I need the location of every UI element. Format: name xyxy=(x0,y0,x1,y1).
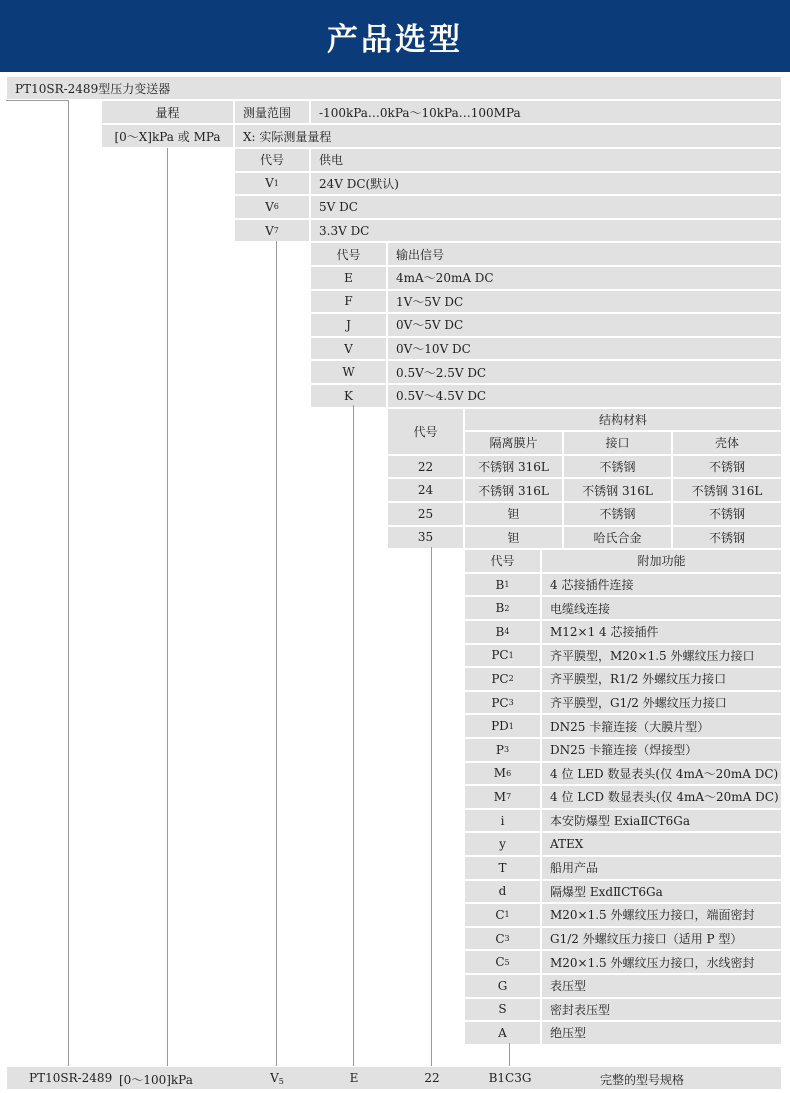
code-subscript: 1 xyxy=(273,178,279,188)
output-desc: 0.5V～2.5V DC xyxy=(387,360,782,384)
code-letter: i xyxy=(500,813,505,828)
power-desc: 5V DC xyxy=(310,195,782,219)
material-cell: 不锈钢 xyxy=(563,502,672,526)
code-letter: B xyxy=(495,577,505,592)
material-cell: 钽 xyxy=(464,526,563,550)
addon-desc: DN25 卡箍连接（焊接型） xyxy=(541,738,782,762)
example-power-code: V xyxy=(270,1071,279,1085)
addon-title: 附加功能 xyxy=(541,549,782,573)
connector-line-range xyxy=(167,148,168,1066)
code-letter: T xyxy=(498,860,507,875)
code-letter: V xyxy=(265,223,274,238)
code-subscript: 6 xyxy=(506,768,512,778)
addon-code xyxy=(464,903,541,927)
code-subscript: 1 xyxy=(508,650,514,660)
code-subscript: 7 xyxy=(506,792,512,802)
code-letter: C xyxy=(495,931,505,946)
code-letter: M xyxy=(493,766,507,781)
code-subscript: 2 xyxy=(504,603,510,613)
addon-code xyxy=(464,880,541,904)
example-power-subscript: 5 xyxy=(278,1077,284,1086)
addon-code xyxy=(464,596,541,620)
addon-desc: ATEX xyxy=(541,832,782,856)
addon-desc: 齐平膜型，M20×1.5 外螺纹压力接口 xyxy=(541,644,782,668)
material-code-header: 代号 xyxy=(387,408,464,455)
output-code: K xyxy=(310,384,387,408)
addon-code xyxy=(464,832,541,856)
material-column-header: 壳体 xyxy=(672,431,782,455)
material-cell: 不锈钢 xyxy=(563,455,672,479)
material-code: 24 xyxy=(387,478,464,502)
code-letter: A xyxy=(498,1025,507,1040)
addon-code xyxy=(464,667,541,691)
addon-desc: M12×1 4 芯接插件 xyxy=(541,620,782,644)
power-code-header: 代号 xyxy=(234,148,310,172)
material-column-header: 隔离膜片 xyxy=(464,431,563,455)
power-desc: 24V DC(默认) xyxy=(310,172,782,196)
code-subscript: 3 xyxy=(504,934,510,944)
code-subscript: 1 xyxy=(504,580,510,590)
addon-desc: 齐平膜型，R1/2 外螺纹压力接口 xyxy=(541,667,782,691)
material-cell: 哈氏合金 xyxy=(563,526,672,550)
code-letter: G xyxy=(497,978,508,993)
material-cell: 不锈钢 316L xyxy=(464,455,563,479)
example-output: E xyxy=(349,1071,359,1085)
code-subscript: 7 xyxy=(273,226,279,236)
example-material: 22 xyxy=(424,1071,440,1085)
output-desc: 4mA～20mA DC xyxy=(387,266,782,290)
output-code: W xyxy=(310,360,387,384)
addon-desc: M20×1.5 外螺纹压力接口，水线密封 xyxy=(541,950,782,974)
addon-desc: 4 芯接插件连接 xyxy=(541,573,782,597)
page-header xyxy=(0,0,790,72)
addon-desc: G1/2 外螺纹压力接口（适用 P 型） xyxy=(541,927,782,951)
example-range: [0～100]kPa xyxy=(119,1073,193,1087)
code-subscript: 4 xyxy=(504,627,510,637)
addon-desc: 绝压型 xyxy=(541,1021,782,1045)
code-subscript: 5 xyxy=(504,957,510,967)
model-row: PT10SR-2489型压力变送器 xyxy=(6,76,782,100)
code-letter: V xyxy=(265,176,274,191)
addon-code-header: 代号 xyxy=(464,549,541,573)
material-column-header: 接口 xyxy=(563,431,672,455)
addon-code xyxy=(464,714,541,738)
addon-code xyxy=(464,644,541,668)
output-title: 输出信号 xyxy=(387,242,782,266)
range-measure-label: 测量范围 xyxy=(234,100,310,124)
range-measure-value: -100kPa…0kPa～10kPa…100MPa xyxy=(310,100,782,124)
addon-code xyxy=(464,856,541,880)
material-title: 结构材料 xyxy=(464,408,782,432)
code-letter: B xyxy=(495,624,505,639)
range-option-desc: X: 实际测量量程 xyxy=(234,124,782,148)
power-title: 供电 xyxy=(310,148,782,172)
code-letter: M xyxy=(493,789,507,804)
addon-desc: 4 位 LCD 数显表头(仅 4mA～20mA DC) xyxy=(541,785,782,809)
addon-code xyxy=(464,762,541,786)
connector-stub xyxy=(6,100,68,101)
code-letter: PC xyxy=(491,671,509,686)
code-letter: PC xyxy=(491,648,509,663)
code-letter: C xyxy=(495,907,505,922)
output-desc: 0.5V～4.5V DC xyxy=(387,384,782,408)
material-code: 25 xyxy=(387,502,464,526)
material-cell: 不锈钢 316L xyxy=(672,478,782,502)
code-subscript: 3 xyxy=(508,698,514,708)
material-code: 22 xyxy=(387,455,464,479)
addon-code xyxy=(464,738,541,762)
addon-desc: 电缆线连接 xyxy=(541,596,782,620)
addon-desc: 齐平膜型，G1/2 外螺纹压力接口 xyxy=(541,691,782,715)
range-option: [0～X]kPa 或 MPa xyxy=(101,124,234,148)
material-cell: 不锈钢 xyxy=(672,502,782,526)
addon-code xyxy=(464,950,541,974)
connector-line-addon xyxy=(509,1043,510,1066)
power-code xyxy=(234,195,310,219)
code-letter: y xyxy=(499,837,506,852)
code-subscript: 1 xyxy=(508,721,514,731)
example-label: 完整的型号规格 xyxy=(599,1073,684,1087)
addon-desc: 本安防爆型 ExiaⅡCT6Ga xyxy=(541,809,782,833)
addon-code xyxy=(464,809,541,833)
output-code-header: 代号 xyxy=(310,242,387,266)
code-subscript: 2 xyxy=(508,674,514,684)
addon-code xyxy=(464,573,541,597)
material-cell: 钽 xyxy=(464,502,563,526)
connector-line-material xyxy=(431,547,432,1066)
addon-code xyxy=(464,691,541,715)
connector-line-model xyxy=(68,100,69,1066)
addon-code xyxy=(464,785,541,809)
code-subscript: 3 xyxy=(503,745,510,755)
addon-code xyxy=(464,998,541,1022)
output-desc: 0V～5V DC xyxy=(387,313,782,337)
code-letter: S xyxy=(498,1002,507,1017)
code-letter: d xyxy=(498,884,507,899)
material-code: 35 xyxy=(387,526,464,550)
example-model: PT10SR-2489 xyxy=(29,1071,113,1085)
code-letter: P xyxy=(495,742,504,757)
material-cell: 不锈钢 316L xyxy=(464,478,563,502)
code-letter: PC xyxy=(491,695,509,710)
output-code: E xyxy=(310,266,387,290)
output-desc: 0V～10V DC xyxy=(387,337,782,361)
code-subscript: 6 xyxy=(273,202,279,212)
addon-code xyxy=(464,620,541,644)
connector-line-power xyxy=(276,241,277,1066)
output-code: V xyxy=(310,337,387,361)
addon-desc: 密封表压型 xyxy=(541,998,782,1022)
code-subscript: 1 xyxy=(504,910,510,920)
output-code: F xyxy=(310,290,387,314)
addon-desc: M20×1.5 外螺纹压力接口，端面密封 xyxy=(541,903,782,927)
code-letter: B xyxy=(495,601,505,616)
code-letter: V xyxy=(265,199,274,214)
page-title: 产品选型 xyxy=(327,21,463,58)
range-label: 量程 xyxy=(101,100,234,124)
output-desc: 1V～5V DC xyxy=(387,290,782,314)
code-letter: C xyxy=(495,955,505,970)
addon-desc: 表压型 xyxy=(541,974,782,998)
addon-code xyxy=(464,1021,541,1045)
addon-desc: 隔爆型 ExdⅡCT6Ga xyxy=(541,880,782,904)
power-desc: 3.3V DC xyxy=(310,219,782,243)
example-row xyxy=(6,1066,782,1090)
addon-desc: DN25 卡箍连接（大膜片型） xyxy=(541,714,782,738)
output-code: J xyxy=(310,313,387,337)
material-cell: 不锈钢 xyxy=(672,455,782,479)
code-letter: PD xyxy=(491,719,509,734)
material-cell: 不锈钢 xyxy=(672,526,782,550)
addon-desc: 4 位 LED 数显表头(仅 4mA～20mA DC) xyxy=(541,762,782,786)
addon-code xyxy=(464,927,541,951)
addon-code xyxy=(464,974,541,998)
addon-desc: 船用产品 xyxy=(541,856,782,880)
example-power xyxy=(257,1071,297,1086)
example-addon: B1C3G xyxy=(488,1071,532,1085)
power-code xyxy=(234,219,310,243)
material-cell: 不锈钢 316L xyxy=(563,478,672,502)
connector-line-output xyxy=(353,405,354,1066)
power-code xyxy=(234,172,310,196)
